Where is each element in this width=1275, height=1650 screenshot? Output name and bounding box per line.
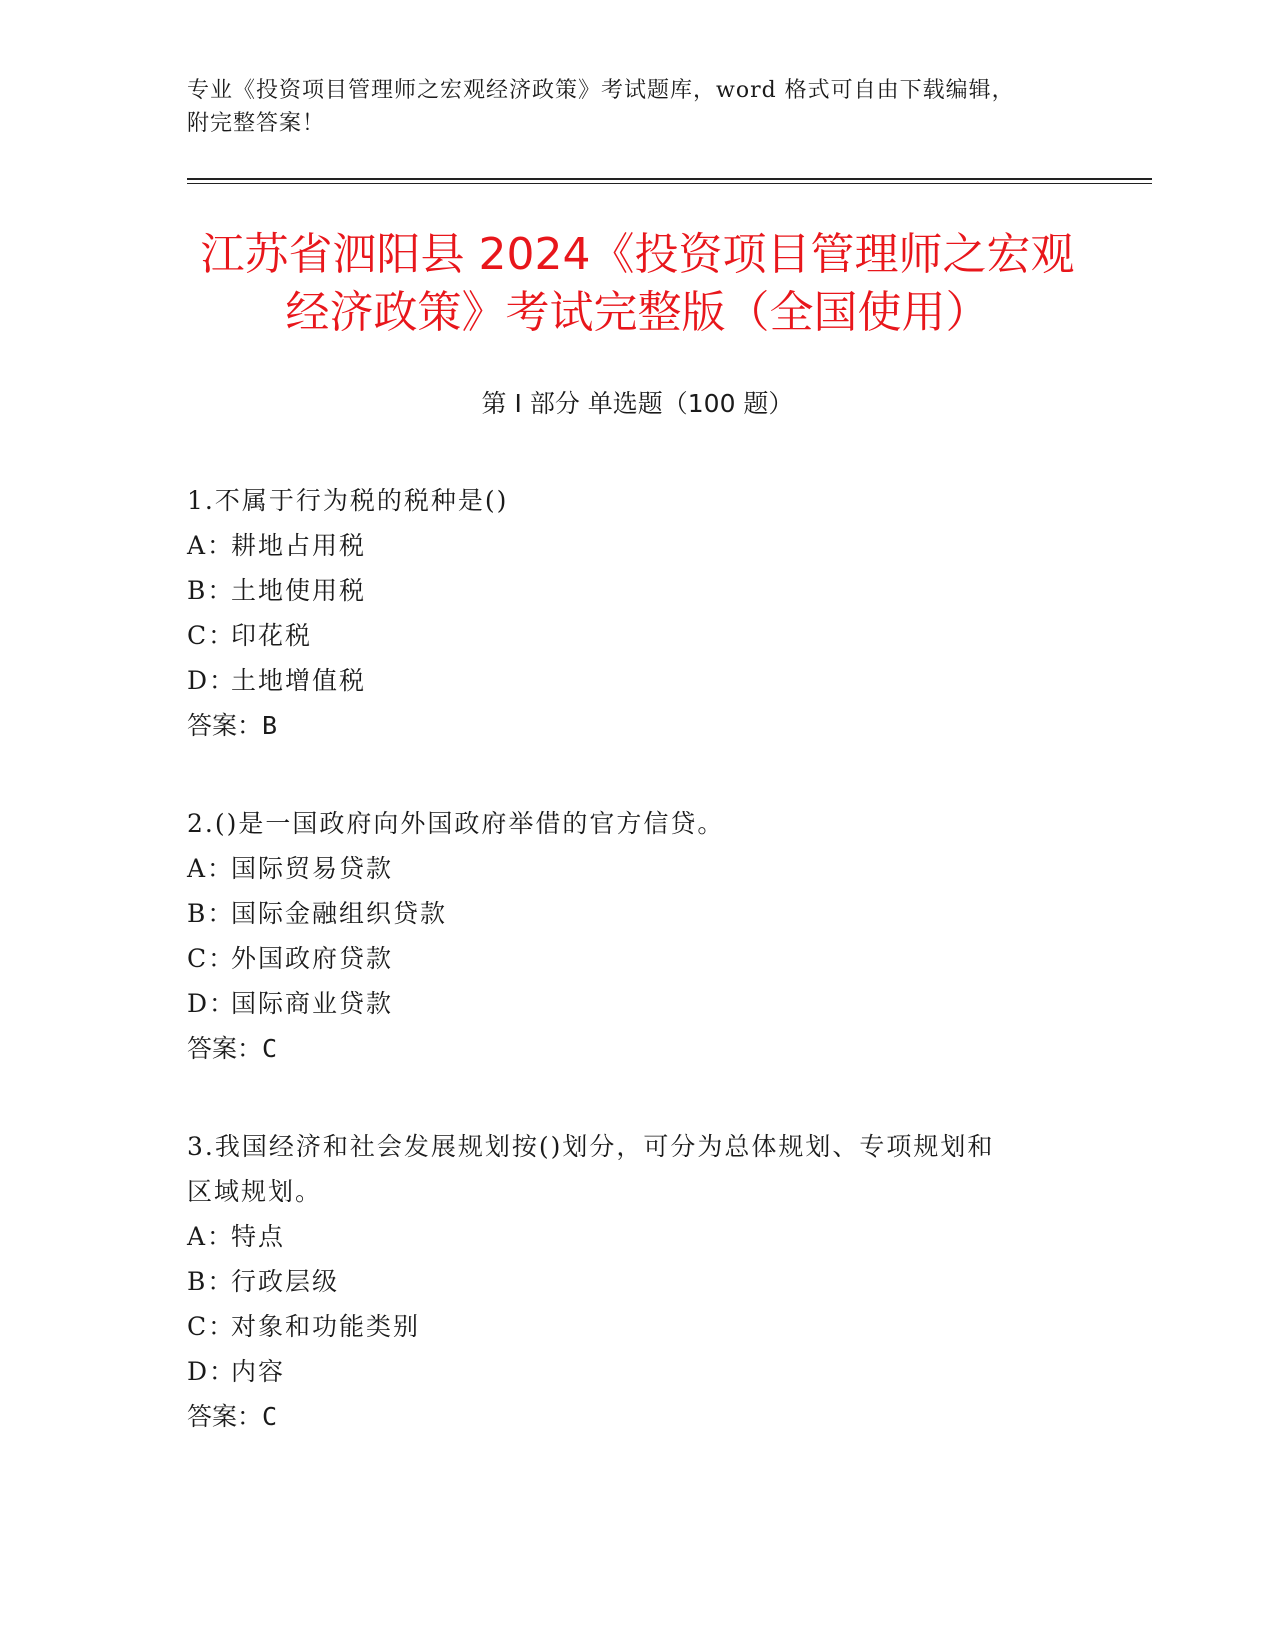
question-stem <box>187 1124 1067 1214</box>
question-option-c <box>187 1304 1067 1349</box>
option-key: A： <box>187 854 235 883</box>
option-text: 特点 <box>231 1222 286 1251</box>
answer-value: B <box>262 711 278 740</box>
question-option-a <box>187 1214 1067 1259</box>
document-title-line: 经济政策》考试完整版（全国使用） <box>285 287 990 338</box>
option-text: 印花税 <box>231 621 313 650</box>
option-text: 外国政府贷款 <box>231 944 394 973</box>
question-option-d <box>187 981 1067 1026</box>
option-key: D： <box>187 666 237 695</box>
option-key: B： <box>187 576 235 605</box>
question-item <box>187 1124 1067 1439</box>
option-text: 内容 <box>231 1357 286 1386</box>
option-key: D： <box>187 1357 237 1386</box>
question-option-a <box>187 523 1067 568</box>
question-option-c <box>187 613 1067 658</box>
question-stem-line: 区域规划。 <box>187 1177 323 1206</box>
option-text: 对象和功能类别 <box>231 1312 421 1341</box>
option-key: B： <box>187 899 235 928</box>
question-item <box>187 801 1067 1071</box>
option-key: B： <box>187 1267 235 1296</box>
document-title-line: 江苏省泗阳县 2024《投资项目管理师之宏观 <box>200 229 1075 280</box>
question-option-b <box>187 568 1067 613</box>
option-text: 国际贸易贷款 <box>231 854 394 883</box>
answer-value: C <box>262 1034 278 1063</box>
question-option-d <box>187 658 1067 703</box>
option-key: A： <box>187 531 235 560</box>
option-text: 土地使用税 <box>231 576 367 605</box>
option-key: C： <box>187 1312 236 1341</box>
question-stem: 2.()是一国政府向外国政府举借的官方信贷。 <box>187 809 725 838</box>
option-key: C： <box>187 621 236 650</box>
question-answer <box>187 1026 1067 1071</box>
option-text: 国际商业贷款 <box>231 989 394 1018</box>
header-note <box>187 74 1087 140</box>
option-key: A： <box>187 1222 235 1251</box>
question-stem-line: 3.我国经济和社会发展规划按()划分，可分为总体规划、专项规划和 <box>187 1132 995 1161</box>
question-stem: 1.不属于行为税的税种是() <box>187 486 509 515</box>
question-option-c <box>187 936 1067 981</box>
question-option-a <box>187 846 1067 891</box>
question-option-b <box>187 891 1067 936</box>
option-text: 土地增值税 <box>231 666 367 695</box>
option-text: 耕地占用税 <box>231 531 367 560</box>
question-answer <box>187 703 1067 748</box>
question-answer <box>187 1394 1067 1439</box>
header-note-line: 附完整答案！ <box>187 111 326 136</box>
question-list <box>187 478 1067 1492</box>
question-item <box>187 478 1067 748</box>
answer-label: 答案： <box>187 1034 263 1063</box>
answer-label: 答案： <box>187 711 263 740</box>
header-divider-thin <box>187 183 1152 184</box>
answer-label: 答案： <box>187 1402 263 1431</box>
section-title: 第 I 部分 单选题（100 题） <box>481 389 794 418</box>
question-option-d <box>187 1349 1067 1394</box>
question-option-b <box>187 1259 1067 1304</box>
header-note-line: 专业《投资项目管理师之宏观经济政策》考试题库，word 格式可自由下载编辑， <box>187 78 1015 103</box>
option-key: C： <box>187 944 236 973</box>
document-title <box>180 226 1095 342</box>
header-divider-thick <box>187 178 1152 180</box>
option-text: 国际金融组织贷款 <box>231 899 448 928</box>
option-text: 行政层级 <box>231 1267 340 1296</box>
option-key: D： <box>187 989 237 1018</box>
answer-value: C <box>262 1402 278 1431</box>
